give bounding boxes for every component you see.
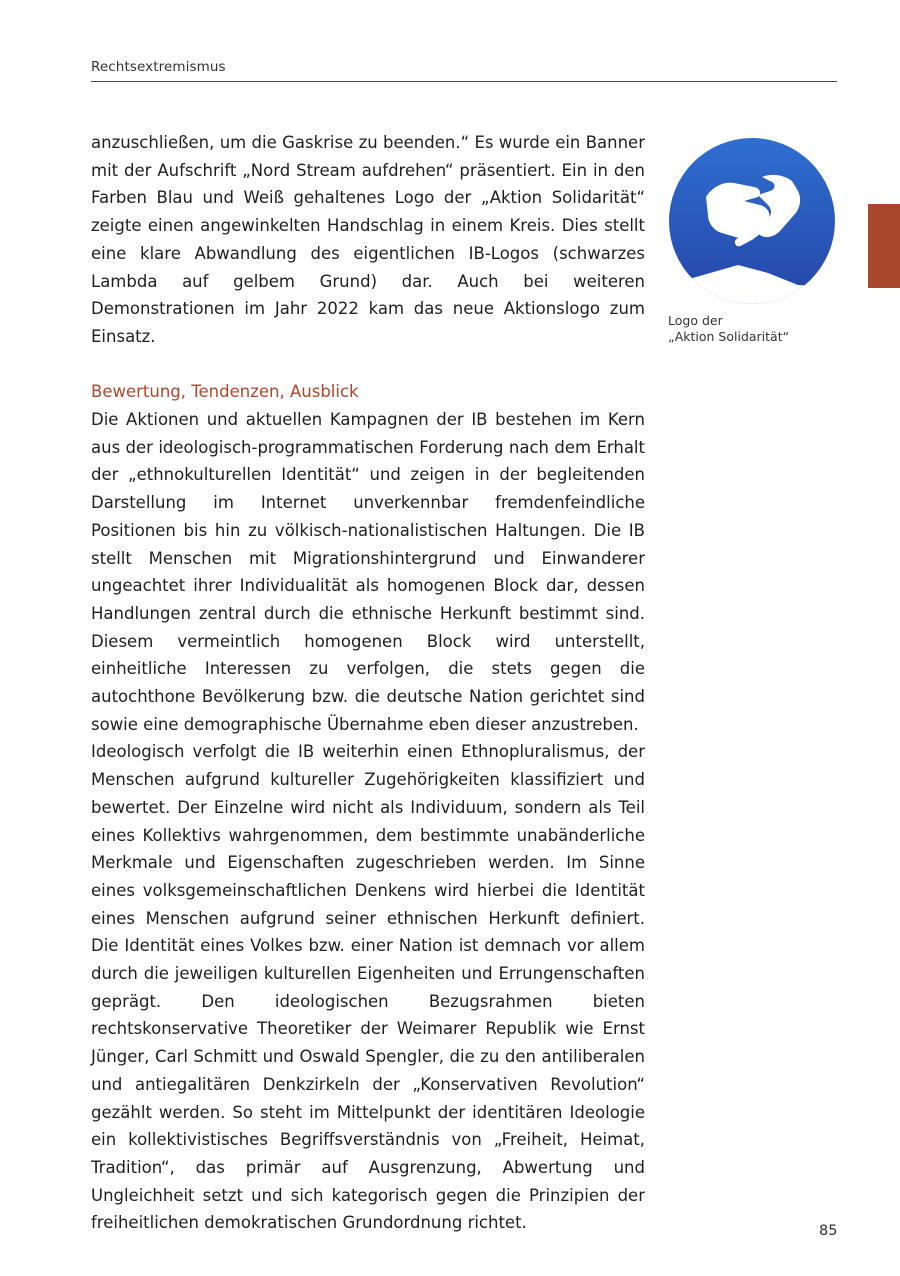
section-heading: Bewertung, Tendenzen, Ausblick xyxy=(91,382,359,402)
handshake-logo-icon xyxy=(668,135,836,305)
body-paragraph-2: Ideologisch verfolgt die IB weiterhin einen Ethnopluralismus, der Menschen aufgrund kultureller Zugehörigkeiten klassifiziert und bewertet. Der Einzelne wird nicht als Individuum, sondern als Teil eines Kollektivs wahrgenommen, dem bestimmte unabänderliche Merkmale und Eigenschaften zugeschrieben werden. Im Sinne eines volksgemeinschaftlichen Denkens wird hierbei die Identität eines Menschen aufgrund seiner ethnischen Herkunft definiert. Die Identität eines Volkes bzw. einer Nation ist demnach vor allem durch die jeweiligen kulturellen Eigenheiten und Errungenschaften geprägt. Den ideologischen Bezugsrahmen bieten rechtskonservative Theoretiker der Weimarer Republik wie Ernst Jünger, Carl Schmitt und Oswald Spengler, die zu den antiliberalen und antiegalitären Denkzirkeln der „Konservativen Revolution“ gezählt werden. So steht im Mittelpunkt der identitären Ideologie ein kollektivistisches Begriffsverständnis von „Freiheit, Heimat, Tradition“, das primär auf Ausgrenzung, Abwertung und Ungleichheit setzt und sich kategorisch gegen die Prinzipien der freiheitlichen demokratischen Grundordnung richtet. xyxy=(91,742,645,1233)
logo-caption-line1: Logo der xyxy=(668,313,723,328)
logo-caption xyxy=(668,313,848,345)
header-rule xyxy=(91,81,837,82)
logo-figure xyxy=(668,135,848,345)
running-head: Rechtsextremismus xyxy=(91,59,226,75)
intro-paragraph: anzuschließen, um die Gaskrise zu beenden.“ Es wurde ein Banner mit der Aufschrift „Nord Stream aufdrehen“ präsentiert. Ein in den Farben Blau und Weiß gehaltenes Logo der „Aktion Solidarität“ zeigte einen angewinkelten Handschlag in einem Kreis. Dies stellt eine klare Abwandlung des eigentlichen IB-Logos (schwarzes Lambda auf gelbem Grund) dar. Auch bei weiteren Demonstrationen im Jahr 2022 kam das neue Aktionslogo zum Einsatz. xyxy=(91,133,645,346)
page-number: 85 xyxy=(819,1223,838,1239)
body-paragraph-1: Die Aktionen und aktuellen Kampagnen der IB bestehen im Kern aus der ideologisch-programmatischen Forderung nach dem Erhalt der „ethnokulturellen Identität“ und zeigen in der begleitenden Darstellung im Internet unverkennbar fremdenfeindliche Positionen bis hin zu völkisch-nationalistischen Haltungen. Die IB stellt Menschen mit Migrationshintergrund und Einwanderer ungeachtet ihrer Individualität als homogenen Block dar, dessen Handlungen zentral durch die ethnische Herkunft bestimmt sind. Diesem vermeintlich homogenen Block wird unterstellt, einheitliche Interessen zu verfolgen, die stets gegen die autochthone Bevölkerung bzw. die deutsche Nation gerichtet sind sowie eine demographische Übernahme eben dieser anzustreben. xyxy=(91,410,645,734)
paragraph-spacer xyxy=(91,351,645,379)
chapter-tab-marker xyxy=(868,204,900,288)
logo-caption-line2: „Aktion Solidarität“ xyxy=(668,329,790,344)
main-text-column xyxy=(91,129,645,1237)
